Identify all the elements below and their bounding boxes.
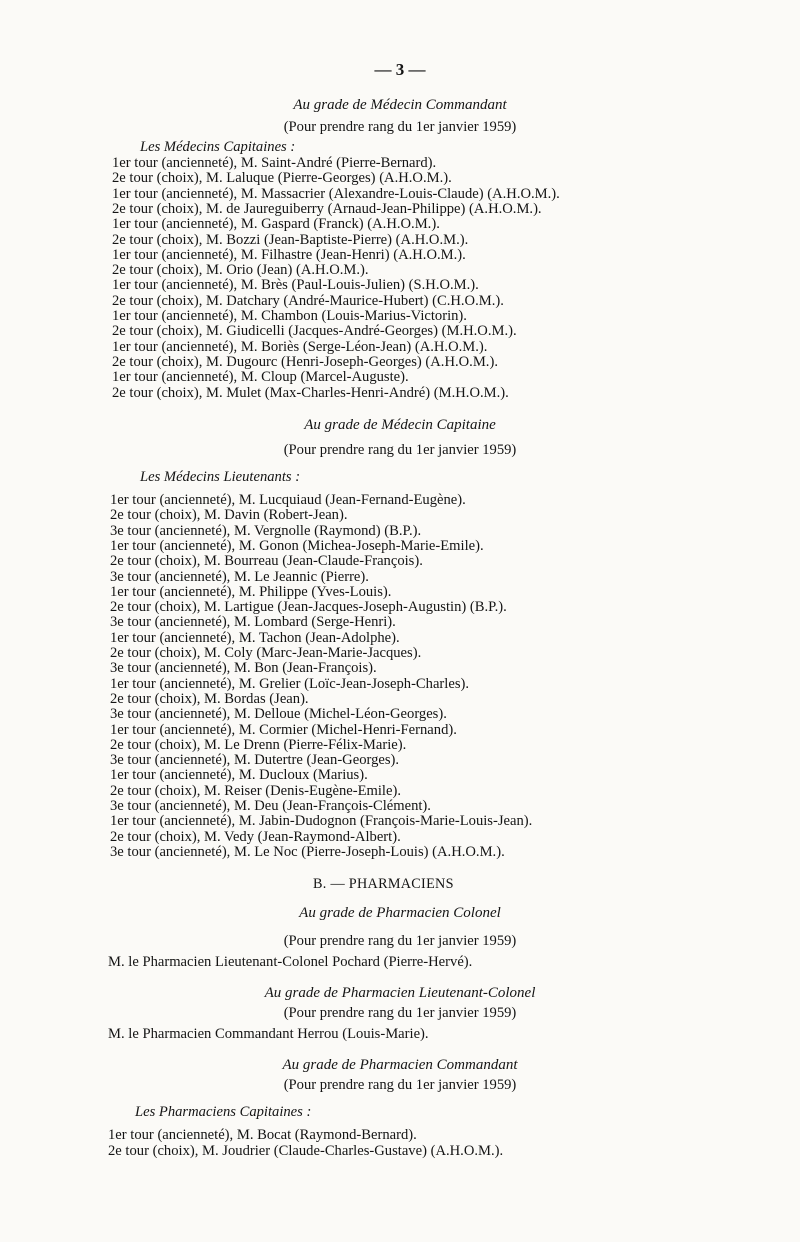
list-item: 1er tour (ancienneté), M. Bocat (Raymond-Bernard). <box>108 1127 417 1143</box>
rank-note-medecin-commandant: (Pour prendre rang du 1er janvier 1959) <box>283 119 517 135</box>
rank-note-pharmacien-commandant: (Pour prendre rang du 1er janvier 1959) <box>283 1077 517 1093</box>
list-item: 1er tour (ancienneté), M. Philippe (Yves-Louis). <box>110 583 392 600</box>
list-item: 2e tour (choix), M. de Jaureguiberry (Arnaud-Jean-Philippe) (A.H.O.M.). <box>112 200 542 217</box>
category-pharmaciens-capitaines: Les Pharmaciens Capitaines : <box>135 1104 312 1120</box>
list-item: 2e tour (choix), M. Bourreau (Jean-Claude-François). <box>110 553 423 570</box>
list-item: 1er tour (ancienneté), M. Gaspard (Franck) (A.H.O.M.). <box>112 216 440 233</box>
list-item: 1er tour (ancienneté), M. Gonon (Michea-Joseph-Marie-Emile). <box>110 537 484 554</box>
list-item: 2e tour (choix), M. Lartigue (Jean-Jacques-Joseph-Augustin) (B.P.). <box>110 599 507 616</box>
list-item: 3e tour (ancienneté), M. Vergnolle (Raymond) (B.P.). <box>110 522 422 539</box>
list-item: 2e tour (choix), M. Le Drenn (Pierre-Félix-Marie). <box>110 736 407 753</box>
list-item: 3e tour (ancienneté), M. Le Noc (Pierre-Joseph-Louis) (A.H.O.M.). <box>110 843 505 860</box>
list-item: 2e tour (choix), M. Bozzi (Jean-Baptiste-Pierre) (A.H.O.M.). <box>112 231 469 248</box>
list-item: 1er tour (ancienneté), M. Cormier (Michel-Henri-Fernand). <box>110 721 457 738</box>
section-title-pharmaciens: B. — PHARMACIENS <box>313 876 454 892</box>
list-item: 1er tour (ancienneté), M. Cloup (Marcel-Auguste). <box>112 369 409 386</box>
list-item: 1er tour (ancienneté), M. Jabin-Dudognon (François-Marie-Louis-Jean). <box>110 813 533 830</box>
list-item: 1er tour (ancienneté), M. Lucquiaud (Jean-Fernand-Eugène). <box>110 492 466 508</box>
list-item: 2e tour (choix), M. Vedy (Jean-Raymond-Albert). <box>110 828 401 845</box>
list-item: 1er tour (ancienneté), M. Tachon (Jean-Adolphe). <box>110 629 400 646</box>
heading-pharmacien-commandant: Au grade de Pharmacien Commandant <box>282 1057 518 1073</box>
list-item: 2e tour (choix), M. Laluque (Pierre-Georges) (A.H.O.M.). <box>112 170 452 187</box>
list-item: 2e tour (choix), M. Joudrier (Claude-Charles-Gustave) (A.H.O.M.). <box>108 1142 504 1159</box>
list-item: 2e tour (choix), M. Bordas (Jean). <box>110 690 309 707</box>
list-item: 1er tour (ancienneté), M. Brès (Paul-Louis-Julien) (S.H.O.M.). <box>112 277 479 294</box>
list-item: 2e tour (choix), M. Reiser (Denis-Eugène-Emile). <box>110 782 401 799</box>
list-item: 3e tour (ancienneté), M. Delloue (Michel-Léon-Georges). <box>110 706 447 723</box>
list-item: 2e tour (choix), M. Giudicelli (Jacques-André-Georges) (M.H.O.M.). <box>112 323 517 340</box>
list-item: 3e tour (ancienneté), M. Dutertre (Jean-Georges). <box>110 752 400 769</box>
list-item: 2e tour (choix), M. Coly (Marc-Jean-Marie-Jacques). <box>110 645 422 661</box>
heading-medecin-capitaine: Au grade de Médecin Capitaine <box>304 417 496 433</box>
rank-note-pharmacien-colonel: (Pour prendre rang du 1er janvier 1959) <box>283 933 517 949</box>
list-item: 2e tour (choix), M. Orio (Jean) (A.H.O.M.). <box>112 262 369 279</box>
rank-note-pharmacien-lieutenant-colonel: (Pour prendre rang du 1er janvier 1959) <box>283 1005 517 1021</box>
entry-pharmacien-colonel: M. le Pharmacien Lieutenant-Colonel Pochard (Pierre-Hervé). <box>108 954 473 970</box>
list-item: 1er tour (ancienneté), M. Chambon (Louis-Marius-Victorin). <box>112 308 467 324</box>
category-medecins-capitaines: Les Médecins Capitaines : <box>140 139 296 155</box>
list-item: 2e tour (choix), M. Dugourc (Henri-Joseph-Georges) (A.H.O.M.). <box>112 353 498 370</box>
list-item: 1er tour (ancienneté), M. Boriès (Serge-Léon-Jean) (A.H.O.M.). <box>112 338 488 355</box>
list-item: 1er tour (ancienneté), M. Filhastre (Jean-Henri) (A.H.O.M.). <box>112 246 466 263</box>
list-item: 2e tour (choix), M. Davin (Robert-Jean). <box>110 507 348 524</box>
list-item: 2e tour (choix), M. Datchary (André-Maurice-Hubert) (C.H.O.M.). <box>112 292 504 309</box>
heading-pharmacien-colonel: Au grade de Pharmacien Colonel <box>299 905 501 921</box>
entry-pharmacien-lieutenant-colonel: M. le Pharmacien Commandant Herrou (Louis-Marie). <box>108 1026 429 1042</box>
list-item: 3e tour (ancienneté), M. Bon (Jean-François). <box>110 660 377 677</box>
heading-pharmacien-lieutenant-colonel: Au grade de Pharmacien Lieutenant-Colonel <box>264 985 536 1001</box>
heading-medecin-commandant: Au grade de Médecin Commandant <box>293 97 507 113</box>
list-item: 1er tour (ancienneté), M. Ducloux (Marius). <box>110 767 368 784</box>
list-item: 2e tour (choix), M. Mulet (Max-Charles-Henri-André) (M.H.O.M.). <box>112 384 509 401</box>
list-item: 1er tour (ancienneté), M. Saint-André (Pierre-Bernard). <box>112 155 437 171</box>
page-number: — 3 — <box>374 60 426 79</box>
list-item: 3e tour (ancienneté), M. Lombard (Serge-Henri). <box>110 614 396 631</box>
category-medecins-lieutenants: Les Médecins Lieutenants : <box>140 469 301 485</box>
rank-note-medecin-capitaine: (Pour prendre rang du 1er janvier 1959) <box>283 442 517 458</box>
list-item: 1er tour (ancienneté), M. Massacrier (Alexandre-Louis-Claude) (A.H.O.M.). <box>112 185 560 202</box>
list-item: 1er tour (ancienneté), M. Grelier (Loïc-Jean-Joseph-Charles). <box>110 675 470 692</box>
list-item: 3e tour (ancienneté), M. Deu (Jean-François-Clément). <box>110 798 431 814</box>
list-item: 3e tour (ancienneté), M. Le Jeannic (Pierre). <box>110 568 369 585</box>
